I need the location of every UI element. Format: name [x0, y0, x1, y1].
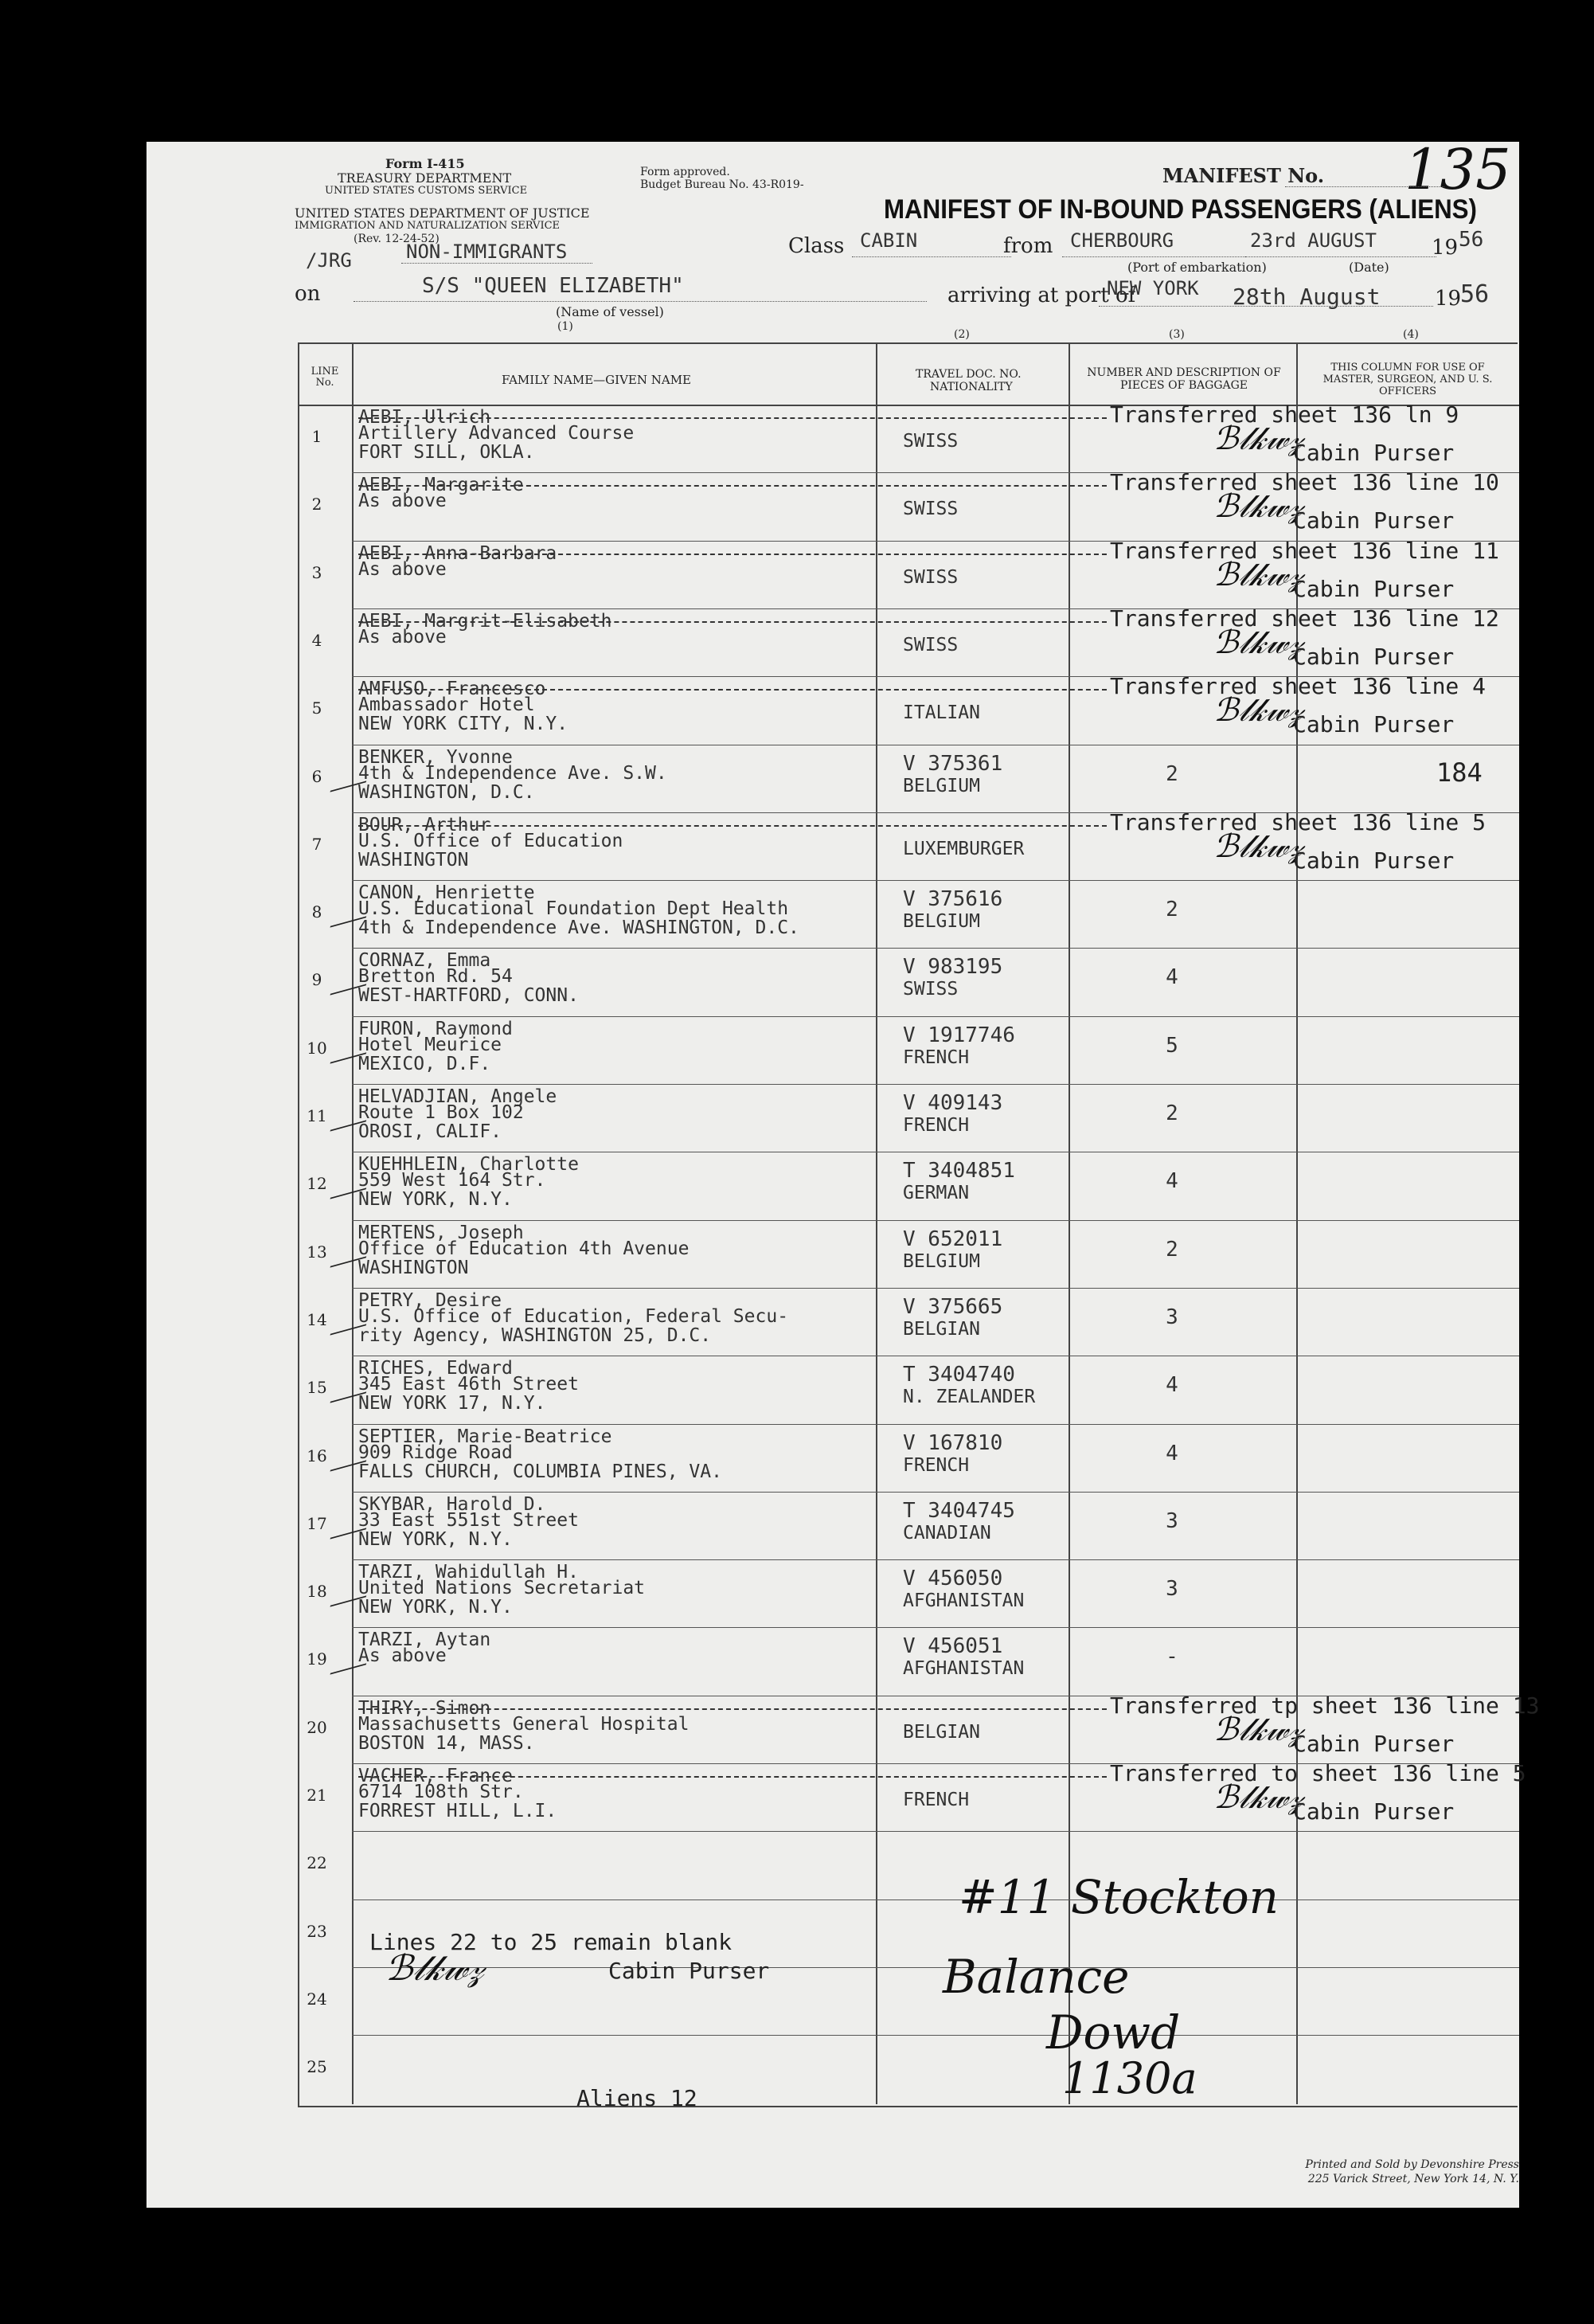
arrival-date: 28th August	[1233, 284, 1381, 310]
travel-doc-no: V 652011	[903, 1227, 1003, 1251]
dept-justice: UNITED STATES DEPARTMENT OF JUSTICE	[295, 205, 590, 221]
row-divider	[352, 948, 1519, 949]
row-divider	[352, 1492, 1519, 1493]
travel-doc-no: T 3404745	[903, 1498, 1015, 1523]
dept-ins: IMMIGRATION AND NATURALIZATION SERVICE	[295, 220, 561, 232]
line-number: 15	[307, 1378, 327, 1398]
row-divider	[352, 1084, 1519, 1085]
strike-line	[358, 554, 1107, 555]
passenger-address-2: NEW YORK, N.Y.	[358, 1189, 513, 1211]
line-number: 18	[307, 1582, 327, 1602]
passenger-address-1: U.S. Office of Education, Federal Secu-	[358, 1305, 789, 1327]
line-number: 3	[311, 562, 322, 582]
manifest-title: MANIFEST OF IN-BOUND PASSENGERS (ALIENS)	[884, 194, 1477, 225]
vessel-rule	[354, 301, 927, 302]
line-number: 21	[307, 1786, 327, 1805]
class-rule	[852, 256, 1011, 257]
purser-signature: ℬ𝓁𝓀𝓌𝓏	[1213, 556, 1303, 593]
nationality: N. ZEALANDER	[903, 1387, 1036, 1408]
arriving-label: arriving at port of	[947, 284, 1136, 307]
col-header-nationality: NATIONALITY	[930, 381, 1013, 393]
printer-line-1: Printed and Sold by Devonshire Press	[1305, 2158, 1519, 2171]
nationality: BELGIUM	[903, 775, 980, 796]
row-divider	[352, 1288, 1519, 1289]
purser-signature: ℬ𝓁𝓀𝓌𝓏	[1213, 624, 1303, 661]
col-header-baggage: NUMBER AND DESCRIPTION OF PIECES OF BAGGAGE	[1087, 366, 1281, 392]
arrival-year-prefix: 19	[1435, 287, 1462, 311]
line-number: 23	[307, 1921, 327, 1941]
cabin-purser-label: Cabin Purser	[1293, 847, 1455, 874]
col-divider	[352, 342, 354, 2104]
line-number: 9	[311, 970, 322, 990]
purser-signature: ℬ𝓁𝓀𝓌𝓏	[1213, 827, 1303, 865]
passenger-address-1: Massachusetts General Hospital	[358, 1713, 690, 1735]
purser-signature: ℬ𝓁𝓀𝓌𝓏	[1213, 692, 1303, 730]
passenger-name: CANON, Henriette	[358, 882, 535, 904]
passenger-address-1: Artillery Advanced Course	[358, 423, 635, 444]
passenger-name: FURON, Raymond	[358, 1018, 513, 1039]
line-number: 8	[311, 902, 322, 922]
baggage-count: 3	[1166, 1508, 1178, 1533]
passenger-name: RICHES, Edward	[358, 1358, 513, 1379]
col-header-line: LINE No.	[311, 366, 339, 389]
baggage-count: 3	[1166, 1305, 1178, 1329]
line-number: 13	[307, 1242, 327, 1262]
col-header-doc: TRAVEL DOC. NO.	[916, 368, 1022, 381]
strike-line	[358, 1708, 1107, 1710]
passenger-address-1: 33 East 551st Street	[358, 1509, 579, 1531]
aliens-count: Aliens 12	[576, 2085, 697, 2111]
nationality: BELGIUM	[903, 1250, 980, 1272]
col-header-officers: THIS COLUMN FOR USE OF MASTER, SURGEON, AND U. S. OFFICERS	[1322, 362, 1493, 397]
line-number: 11	[307, 1106, 327, 1125]
passenger-name: BENKER, Yvonne	[358, 746, 513, 768]
passenger-name: VACHER, France	[358, 1766, 513, 1786]
line-number: 17	[307, 1513, 327, 1533]
row-divider	[352, 1016, 1519, 1017]
strike-line	[358, 621, 1107, 623]
strike-line	[358, 825, 1107, 827]
line-number: 12	[307, 1174, 327, 1194]
baggage-count: 4	[1166, 1169, 1178, 1194]
nationality: BELGIUM	[903, 911, 980, 933]
baggage-count: 2	[1166, 1237, 1178, 1262]
travel-doc-no: V 375616	[903, 887, 1003, 912]
nationality: SWISS	[903, 566, 959, 588]
manifest-no-rule	[1285, 186, 1444, 187]
col4-no: (4)	[1403, 328, 1419, 341]
cabin-purser-label: Cabin Purser	[1293, 1798, 1455, 1825]
category-value: NON-IMMIGRANTS	[406, 241, 568, 263]
travel-doc-no: V 409143	[903, 1091, 1003, 1115]
passenger-address-1: As above	[358, 1645, 447, 1667]
passenger-address-1: Ambassador Hotel	[358, 694, 535, 716]
depart-year: 56	[1459, 228, 1484, 252]
passenger-address-2: WEST-HARTFORD, CONN.	[358, 985, 579, 1007]
depart-year-prefix: 19	[1432, 236, 1459, 260]
line-number: 14	[307, 1309, 327, 1329]
passenger-address-2: FORT SILL, OKLA.	[358, 442, 535, 463]
baggage-count: -	[1166, 1645, 1178, 1669]
passenger-address-2: FALLS CHURCH, COLUMBIA PINES, VA.	[358, 1461, 722, 1482]
dept-customs: UNITED STATES CUSTOMS SERVICE	[325, 185, 528, 197]
class-label: Class	[788, 234, 845, 258]
form-revision: (Rev. 12-24-52)	[354, 233, 440, 245]
purser-signature: ℬ𝓁𝓀𝓌𝓏	[1213, 1779, 1303, 1816]
category-rule	[401, 263, 592, 264]
strike-line	[358, 689, 1107, 691]
cabin-purser-label: Cabin Purser	[1293, 440, 1455, 466]
purser-signature: ℬ𝓁𝓀𝓌𝓏	[385, 1948, 484, 1989]
col-divider	[876, 342, 877, 2104]
line-number: 25	[307, 2057, 327, 2077]
dept-treasury: TREASURY DEPARTMENT	[338, 170, 512, 186]
line-number: 1	[311, 427, 322, 446]
passenger-name: BOUR, Arthur	[358, 814, 491, 835]
row-divider	[352, 1559, 1519, 1560]
nationality: AFGHANISTAN	[903, 1590, 1025, 1612]
passenger-name: THIRY, Simon	[358, 1697, 491, 1719]
nationality: BELGIAN	[903, 1721, 980, 1743]
passenger-name: TARZI, Wahidullah H.	[358, 1562, 579, 1583]
baggage-count: 2	[1166, 1101, 1178, 1125]
nationality: LUXEMBURGER	[903, 838, 1025, 859]
depart-date-rule	[1245, 256, 1436, 257]
passenger-name: AMFUSO, Francesco	[358, 679, 546, 700]
passenger-address-2: WASHINGTON	[358, 1257, 469, 1278]
passenger-name: SEPTIER, Marie-Beatrice	[358, 1426, 612, 1447]
line-number: 20	[307, 1717, 327, 1737]
passenger-name: AEBI, Ulrich	[358, 407, 491, 428]
baggage-count: 3	[1166, 1577, 1178, 1602]
passenger-name: HELVADJIAN, Angele	[358, 1086, 557, 1107]
passenger-address-1: 559 West 164 Str.	[358, 1170, 546, 1191]
nationality: FRENCH	[903, 1115, 970, 1136]
purser-signature: ℬ𝓁𝓀𝓌𝓏	[1213, 421, 1303, 457]
travel-doc-no: V 1917746	[903, 1023, 1015, 1047]
vessel-caption: (Name of vessel)	[556, 304, 664, 319]
passenger-name: AEBI, Anna-Barbara	[358, 542, 557, 564]
passenger-address-1: Route 1 Box 102	[358, 1102, 524, 1123]
strike-line	[358, 485, 1107, 487]
transfer-note: Transferred tp sheet 136 line 13	[1110, 1692, 1540, 1719]
manifest-no-label: MANIFEST No.	[1162, 164, 1325, 187]
transfer-note: Transferred to sheet 136 line 5	[1110, 1760, 1526, 1786]
from-value: CHERBOURG	[1070, 229, 1174, 252]
form-number: Form I-415	[385, 156, 465, 171]
vessel-name: S/S "QUEEN ELIZABETH"	[422, 274, 684, 298]
row-divider	[352, 1627, 1519, 1628]
strike-line	[358, 417, 1107, 419]
row-divider	[352, 1831, 1519, 1832]
baggage-count: 5	[1166, 1033, 1178, 1058]
cabin-purser-label: Cabin Purser	[1293, 507, 1455, 534]
transfer-note: Transferred sheet 136 ln 9	[1110, 401, 1459, 428]
transfer-note: Transferred sheet 136 line 5	[1110, 808, 1487, 835]
arrival-rule	[1099, 306, 1433, 307]
hand-note-time: 1130a	[1062, 2053, 1197, 2103]
row-divider	[352, 880, 1519, 881]
nationality: FRENCH	[903, 1047, 970, 1068]
passenger-address-1: 4th & Independence Ave. S.W.	[358, 762, 667, 784]
passenger-address-1: As above	[358, 491, 447, 512]
passenger-address-1: 345 East 46th Street	[358, 1374, 579, 1395]
travel-doc-no: V 167810	[903, 1430, 1003, 1455]
line-number: 19	[307, 1649, 327, 1669]
hand-note-balance: Balance	[943, 1950, 1130, 2004]
cabin-purser-label: Cabin Purser	[1293, 643, 1455, 670]
travel-doc-no: V 375361	[903, 751, 1003, 776]
purser-signature: ℬ𝓁𝓀𝓌𝓏	[1213, 1711, 1303, 1748]
officer-note: 184	[1436, 757, 1483, 788]
line-number: 16	[307, 1446, 327, 1465]
purser-signature: ℬ𝓁𝓀𝓌𝓏	[1213, 488, 1303, 526]
passenger-address-1: 909 Ridge Road	[358, 1442, 513, 1463]
nationality: CANADIAN	[903, 1522, 991, 1543]
travel-doc-no: T 3404740	[903, 1363, 1015, 1387]
passenger-address-2: NEW YORK, N.Y.	[358, 1597, 513, 1618]
col3-no: (3)	[1169, 328, 1185, 341]
passenger-name: SKYBAR, Harold D.	[358, 1493, 546, 1515]
passenger-address-1: United Nations Secretariat	[358, 1578, 646, 1599]
depart-date: 23rd AUGUST	[1250, 229, 1377, 252]
budget-bureau: Budget Bureau No. 43-R019-	[640, 178, 804, 191]
manifest-no-value: 135	[1405, 137, 1511, 202]
hand-note-dowd: Dowd	[1046, 2005, 1181, 2060]
passenger-address-1: As above	[358, 558, 447, 580]
blank-lines-note: Lines 22 to 25 remain blank	[369, 1929, 733, 1955]
row-divider	[352, 2035, 1519, 2036]
transfer-note: Transferred sheet 136 line 11	[1110, 537, 1499, 564]
line-number: 5	[311, 698, 322, 718]
on-label: on	[295, 282, 321, 306]
nationality: GERMAN	[903, 1183, 970, 1204]
col-header-name: FAMILY NAME—GIVEN NAME	[502, 373, 692, 387]
row-divider	[352, 1220, 1519, 1221]
nationality: BELGIAN	[903, 1318, 980, 1340]
nationality: FRENCH	[903, 1454, 970, 1476]
blank-lines-purser: Cabin Purser	[608, 1958, 770, 1984]
baggage-count: 4	[1166, 1373, 1178, 1398]
nationality: ITALIAN	[903, 702, 980, 724]
line-number: 7	[311, 834, 322, 854]
passenger-address-2: NEW YORK 17, N.Y.	[358, 1393, 546, 1414]
passenger-address-2: MEXICO, D.F.	[358, 1053, 491, 1074]
hand-note-stockton: #11 Stockton	[959, 1870, 1279, 1924]
travel-doc-no: V 375665	[903, 1294, 1003, 1319]
form-approved: Form approved.	[640, 166, 730, 178]
cabin-purser-label: Cabin Purser	[1293, 575, 1455, 602]
passenger-address-1: Bretton Rd. 54	[358, 966, 513, 988]
passenger-name: AEBI, Margrit-Elisabeth	[358, 610, 612, 632]
nationality: SWISS	[903, 634, 959, 655]
baggage-count: 4	[1166, 1441, 1178, 1465]
from-label: from	[1003, 234, 1053, 258]
row-divider	[352, 1967, 1519, 1968]
arrival-year: 56	[1460, 280, 1490, 308]
transfer-note: Transferred sheet 136 line 10	[1110, 469, 1499, 496]
baggage-count: 2	[1166, 898, 1178, 922]
nationality: SWISS	[903, 431, 959, 452]
nationality: SWISS	[903, 979, 959, 1000]
passenger-name: AEBI, Margarite	[358, 475, 524, 496]
nationality: AFGHANISTAN	[903, 1658, 1025, 1680]
line-number: 10	[307, 1038, 327, 1058]
passenger-address-2: 4th & Independence Ave. WASHINGTON, D.C.	[358, 917, 799, 939]
transfer-note: Transferred sheet 136 line 4	[1110, 673, 1487, 700]
vessel-caption-no: (1)	[557, 320, 573, 333]
line-number: 22	[307, 1853, 327, 1873]
nationality: FRENCH	[903, 1790, 970, 1810]
passenger-name: TARZI, Aytan	[358, 1630, 491, 1651]
clerk-initials: /JRG	[306, 249, 352, 272]
col2-no: (2)	[954, 328, 970, 341]
passenger-name: MERTENS, Joseph	[358, 1222, 524, 1243]
passenger-address-2: rity Agency, WASHINGTON 25, D.C.	[358, 1324, 712, 1346]
col-divider	[1069, 342, 1070, 2104]
strike-line	[358, 1776, 1107, 1778]
travel-doc-no: V 456050	[903, 1567, 1003, 1591]
line-number: 2	[311, 495, 322, 514]
date-caption: (Date)	[1349, 260, 1389, 275]
transfer-note: Transferred sheet 136 line 12	[1110, 604, 1499, 632]
baggage-count: 2	[1166, 761, 1178, 786]
passenger-address-2: NEW YORK, N.Y.	[358, 1528, 513, 1550]
baggage-count: 4	[1166, 965, 1178, 990]
passenger-address-2: BOSTON 14, MASS.	[358, 1732, 535, 1754]
passenger-address-2: WASHINGTON	[358, 849, 469, 871]
travel-doc-no: V 983195	[903, 955, 1003, 980]
row-divider	[352, 1424, 1519, 1425]
line-number: 6	[311, 766, 322, 786]
cabin-purser-label: Cabin Purser	[1293, 711, 1455, 738]
port-caption: (Port of embarkation)	[1127, 260, 1267, 275]
passenger-address-1: Office of Education 4th Avenue	[358, 1238, 690, 1259]
arrival-port: NEW YORK	[1107, 277, 1199, 299]
nationality: SWISS	[903, 499, 959, 520]
printer-line-2: 225 Varick Street, New York 14, N. Y.	[1307, 2173, 1519, 2185]
travel-doc-no: V 456051	[903, 1634, 1003, 1659]
passenger-name: KUEHHLEIN, Charlotte	[358, 1154, 579, 1176]
passenger-name: CORNAZ, Emma	[358, 950, 491, 972]
cabin-purser-label: Cabin Purser	[1293, 1730, 1455, 1757]
passenger-address-1: As above	[358, 626, 447, 648]
passenger-address-2: FORREST HILL, L.I.	[358, 1801, 557, 1821]
passenger-address-1: U.S. Educational Foundation Dept Health	[358, 898, 789, 920]
line-number: 24	[307, 1989, 327, 2009]
travel-doc-no: T 3404851	[903, 1159, 1015, 1184]
manifest-sheet	[147, 137, 1540, 2208]
passenger-address-1: Hotel Meurice	[358, 1034, 502, 1055]
passenger-address-2: OROSI, CALIF.	[358, 1121, 502, 1142]
row-divider	[352, 1899, 1519, 1900]
class-value: CABIN	[860, 229, 918, 252]
passenger-address-1: U.S. Office of Education	[358, 830, 623, 851]
passenger-address-1: 6714 108th Str.	[358, 1782, 524, 1802]
passenger-name: PETRY, Desire	[358, 1289, 502, 1311]
line-number: 4	[311, 630, 322, 650]
passenger-address-2: NEW YORK CITY, N.Y.	[358, 714, 568, 735]
passenger-address-2: WASHINGTON, D.C.	[358, 781, 535, 803]
